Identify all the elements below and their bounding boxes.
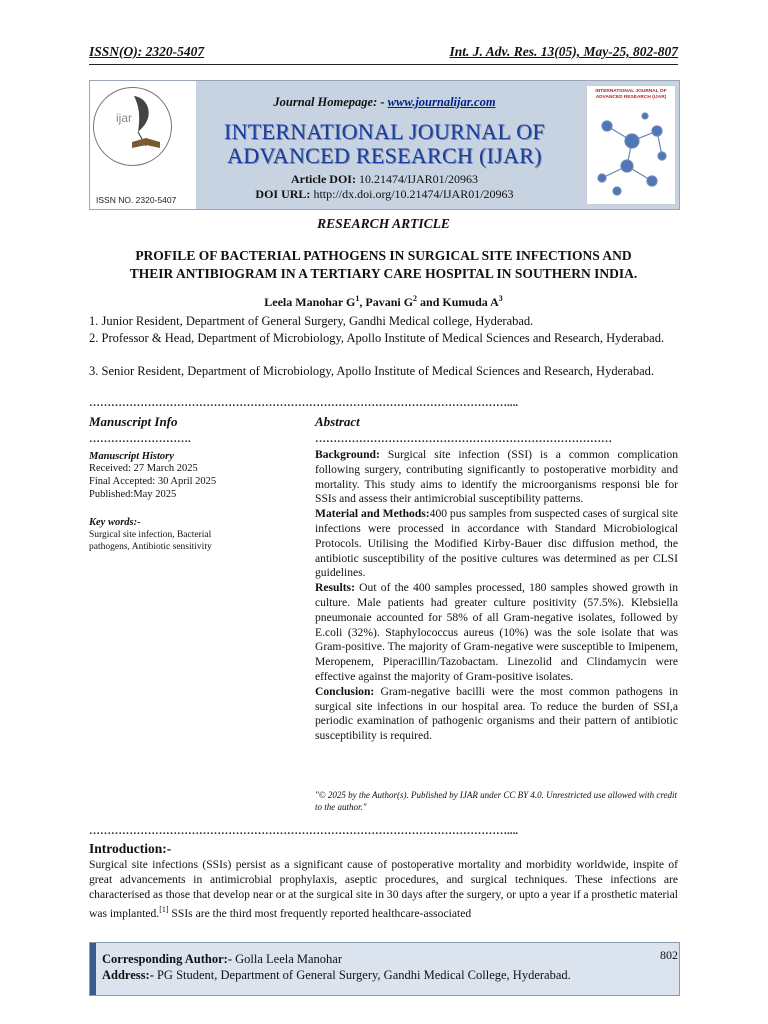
abstract-body [315,448,678,744]
homepage-link[interactable]: www.journalijar.com [387,95,496,109]
address-value: PG Student, Department of General Surgery, Gandhi Medical College, Hyderabad. [153,968,571,982]
corr-accent-bar [90,943,96,995]
abstract-heading: Abstract [315,414,360,429]
header-rule [89,64,678,65]
molecule-icon [587,86,675,204]
author-address [102,968,571,983]
abstract-methods [315,507,678,581]
author-2: Pavani G [365,295,414,309]
author-list [89,294,678,310]
page-number: 802 [660,948,678,962]
corr-value: Golla Leela Manohar [232,952,343,966]
published-date: Published:May 2025 [89,489,177,500]
separator-right: ……………………………………………………………………… [315,433,612,445]
results-label: Results: [315,581,355,595]
introduction-text [89,857,678,921]
issn-header: ISSN(O): 2320-5407 [89,44,205,59]
affiliation-2: 2. Professor & Head, Department of Microbiology, Apollo Institute of Medical Sciences and Research, Hyderabad. [89,331,665,345]
logo-text: ijar [116,111,133,125]
background-text: Surgical site infection (SSI) is a common complication following surgery, contributing significantly to postoperative morbidity and mortality. This study aims to identify the microorganisms responsi ble for SSIs and assess their antimicrobial susceptibility patterns. [315,448,678,506]
paper-title [89,247,678,283]
cover-title: INTERNATIONAL JOURNAL OF ADVANCED RESEARCH (IJAR) [595,89,667,100]
homepage-label: Journal Homepage: - [273,95,385,109]
journal-banner [89,80,680,210]
methods-label: Material and Methods: [315,507,430,521]
corresponding-author-box [89,942,680,996]
author-2-sup: 2 [413,294,418,303]
results-text: Out of the 400 samples processed, 180 samples showed growth in culture. Male patients had greater culture positivity (57.5%). Klebsiella pneumonaie accounted for 58% of all Gram-negative isolates, followed by E.coli (32%). Staphylococcus aureus (10%) was the sole isolate that was Gram-positive. The majority of Gram-negative were susceptible to Imipenem, Meropenem, Piperacillin/Tazobactam. Linezolid and Clindamycin were effective against the majority of Gram-positive isolates. [315,581,678,683]
affiliation-3: 3. Senior Resident, Department of Microbiology, Apollo Institute of Medical Sciences and Research, Hyderabad. [89,364,655,378]
journal-title-line1: INTERNATIONAL JOURNAL OF [224,119,545,144]
author-1: Leela Manohar G [264,295,356,309]
journal-cover-image [586,85,676,205]
separator-left: ………………………. [89,433,191,445]
paper-title-line2: THEIR ANTIBIOGRAM IN A TERTIARY CARE HOSPITAL IN SOUTHERN INDIA. [129,266,638,281]
doi-url-value[interactable]: http://dx.doi.org/10.21474/IJAR01/20963 [313,187,514,201]
separator-top: …………………………………………………………………………………………………….... [89,397,518,409]
keywords: Surgical site infection, Bacterial pathogens, Antibiotic sensitivity [89,530,212,552]
journal-title-line2: ADVANCED RESEARCH (IJAR) [227,143,542,168]
doi-url-label: DOI URL: [255,187,311,201]
methods-text: 400 pus samples from suspected cases of surgical site infections were processed in accordance with Standard Microbiological Protocols. Utilising the Modified Kirby-Bauer disc diffusion method, the antibiotic susceptibility of the positive cultures was determined as per CLSI guidelines. [315,507,678,580]
abstract-background [315,448,678,507]
keywords-heading: Key words:- [89,517,141,528]
received-date: Received: 27 March 2025 [89,463,198,474]
address-label: Address:- [102,968,154,982]
intro-ref[interactable]: [1] [159,905,169,914]
abstract-results [315,581,678,685]
accepted-date: Final Accepted: 30 April 2025 [89,476,217,487]
issn-number: ISSN NO. 2320-5407 [96,195,177,205]
license-notice: "© 2025 by the Author(s). Published by IJAR under CC BY 4.0. Unrestricted use allowed with credit to the author." [315,790,677,812]
intro-text-2: SSIs are the third most frequently reported healthcare-associated [168,906,472,920]
doi-value: 10.21474/IJAR01/20963 [358,172,478,186]
abstract-conclusion [315,685,678,744]
corr-label: Corresponding Author:- [102,952,232,966]
corresponding-author [102,952,342,967]
background-label: Background: [315,448,380,461]
affiliation-1: 1. Junior Resident, Department of General Surgery, Gandhi Medical college, Hyderabad. [89,314,534,328]
intro-text-1: Surgical site infections (SSIs) persist as a significant cause of postoperative mortality and morbidity worldwide, inspite of great advancements in antimicrobial prophylaxis, aseptic procedures, and surgical techniques. These infections are characterised as those that develop near or at the surgical site in 30 days after the surgery, or upto a year if a prosthetic material was implanted. [89,858,678,920]
conclusion-label: Conclusion: [315,684,375,698]
author-1-sup: 1 [355,294,360,303]
article-type: RESEARCH ARTICLE [317,216,450,231]
introduction-heading: Introduction:- [89,841,172,856]
author-sep-1: , [359,295,366,309]
doi-label: Article DOI: [291,172,356,186]
history-heading: Manuscript History [89,451,174,462]
conclusion-text: Gram-negative bacilli were the most common pathogens in surgical site infections in our hospital area. To reduce the burden of SSI,a periodic examination of pathogenic organisms and their pattern of antibiotic susceptibility is required. [315,684,678,743]
author-sep-2: and [417,295,443,309]
author-3-sup: 3 [498,294,503,303]
citation-header: Int. J. Adv. Res. 13(05), May-25, 802-807 [449,44,678,59]
manuscript-info-heading: Manuscript Info [89,414,178,429]
separator-bottom: …………………………………………………………………………………………………….... [89,825,518,837]
author-3: Kumuda A [442,295,499,309]
paper-title-line1: PROFILE OF BACTERIAL PATHOGENS IN SURGICAL SITE INFECTIONS AND [135,248,632,263]
